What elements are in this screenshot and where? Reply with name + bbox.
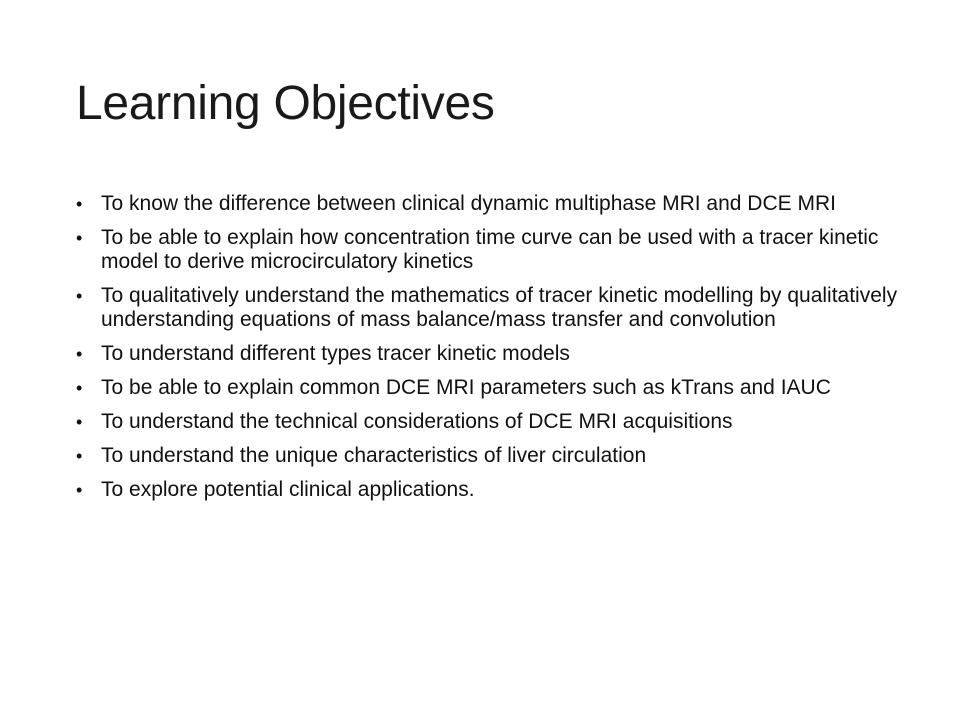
objective-item — [76, 342, 906, 366]
bullet-icon: • — [76, 228, 83, 248]
objective-item — [76, 192, 906, 216]
bullet-icon: • — [76, 344, 83, 364]
bullet-icon: • — [76, 480, 83, 500]
objective-text: To understand the unique characteristics of liver circulation — [101, 444, 647, 467]
objective-item — [76, 376, 906, 400]
bullet-icon: • — [76, 194, 83, 214]
objective-item — [76, 226, 906, 274]
objective-text: To explore potential clinical applications. — [101, 478, 475, 501]
objective-text: To know the difference between clinical dynamic multiphase MRI and DCE MRI — [101, 192, 836, 215]
objectives-list — [76, 192, 906, 512]
bullet-icon: • — [76, 378, 83, 398]
objective-item — [76, 284, 906, 332]
objective-item — [76, 444, 906, 468]
slide-title: Learning Objectives — [76, 77, 495, 130]
objective-text: To qualitatively understand the mathematics of tracer kinetic modelling by qualitatively understanding equations of mass balance/mass transfer and convolution — [101, 284, 898, 331]
bullet-icon: • — [76, 286, 83, 306]
objective-text: To be able to explain common DCE MRI parameters such as kTrans and IAUC — [101, 376, 831, 399]
objective-text: To understand different types tracer kinetic models — [101, 342, 570, 365]
objective-text: To be able to explain how concentration time curve can be used with a tracer kinetic model to derive microcirculatory kinetics — [101, 226, 879, 273]
objective-text: To understand the technical considerations of DCE MRI acquisitions — [101, 410, 733, 433]
bullet-icon: • — [76, 412, 83, 432]
objective-item — [76, 410, 906, 434]
bullet-icon: • — [76, 446, 83, 466]
objective-item — [76, 478, 906, 502]
